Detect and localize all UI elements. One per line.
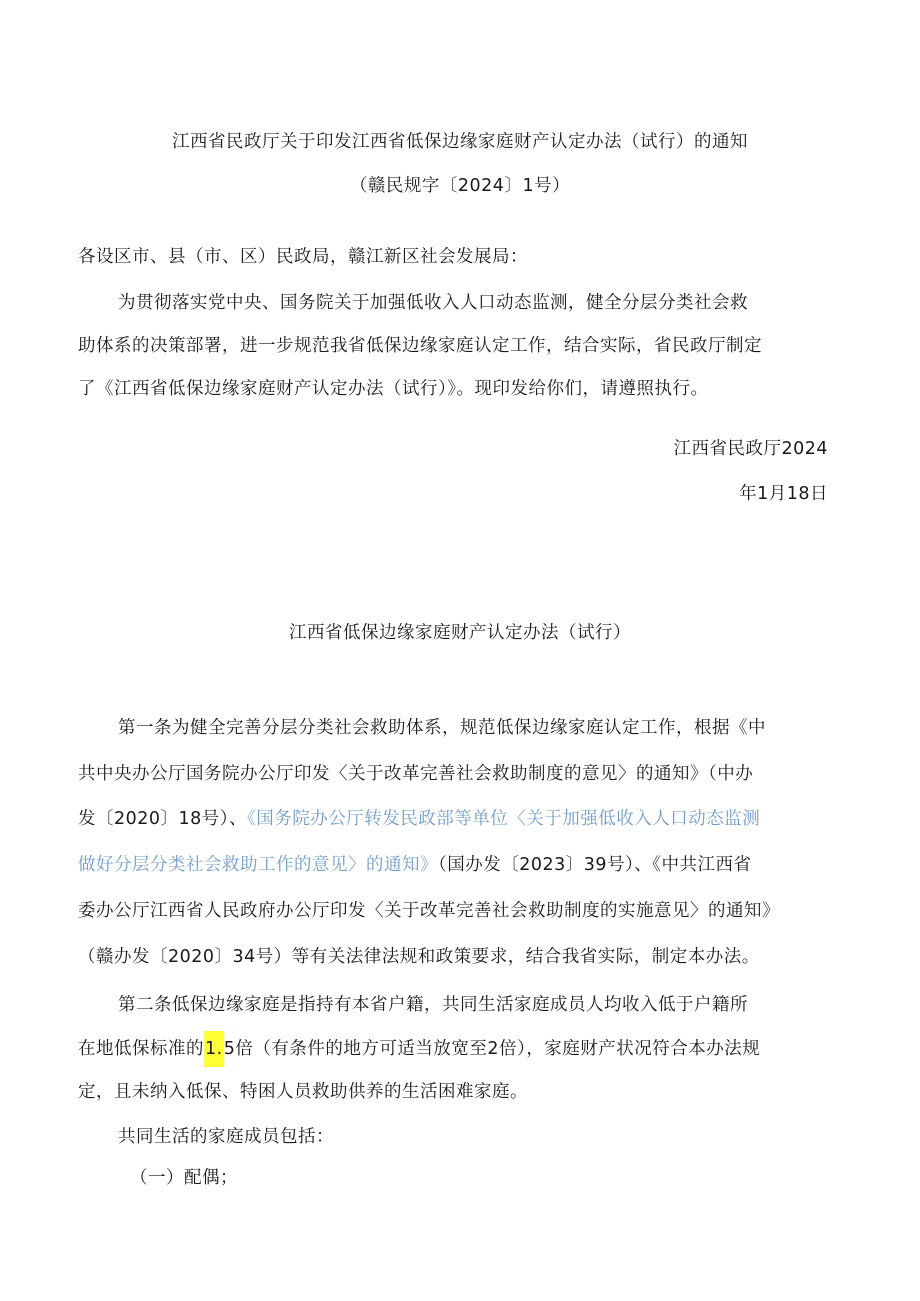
- article2-text: 在地低保标准的: [78, 1039, 204, 1059]
- highlighted-text: 1.: [204, 1031, 224, 1067]
- notice-body-line: 助体系的决策部署，进一步规范我省低保边缘家庭认定工作，结合实际，省民政厅制定: [78, 336, 762, 356]
- article1-line: 共中央办公厅国务院办公厅印发〈关于改革完善社会救助制度的意见〉的通知》（中办: [78, 764, 754, 784]
- article1-line: （赣办发〔2020〕34号）等有关法律法规和政策要求，结合我省实际，制定本办法。: [78, 947, 760, 967]
- notice-date: 年1月18日: [739, 484, 828, 504]
- member-item: （一）配偶；: [130, 1168, 238, 1188]
- article1-line: 第一条为健全完善分层分类社会救助体系，规范低保边缘家庭认定工作，根据《中: [118, 718, 766, 738]
- notice-signature: 江西省民政厅2024: [673, 439, 828, 459]
- notice-doc-number: （赣民规字〔2024〕1号）: [349, 176, 571, 196]
- members-intro: 共同生活的家庭成员包括：: [118, 1127, 334, 1147]
- notice-title: 江西省民政厅关于印发江西省低保边缘家庭财产认定办法（试行）的通知: [172, 132, 748, 152]
- article2-text: 5倍（有条件的地方可适当放宽至2倍），家庭财产状况符合本办法规: [223, 1039, 761, 1059]
- article1-text: 发〔2020〕18号）、: [78, 809, 248, 829]
- policy-link[interactable]: 做好分层分类社会救助工作的意见〉的通知》: [78, 855, 438, 875]
- notice-body-line: 了《江西省低保边缘家庭财产认定办法（试行）》。现印发给你们，请遵照执行。: [78, 379, 709, 399]
- notice-addressee: 各设区市、县（市、区）民政局，赣江新区社会发展局：: [78, 247, 528, 267]
- article2-line: 第二条低保边缘家庭是指持有本省户籍，共同生活家庭成员人均收入低于户籍所: [118, 995, 748, 1015]
- article1-line: [78, 807, 760, 831]
- measures-title: 江西省低保边缘家庭财产认定办法（试行）: [289, 623, 631, 643]
- article2-line: 定，且未纳入低保、特困人员救助供养的生活困难家庭。: [78, 1082, 528, 1102]
- policy-link[interactable]: 《国务院办公厅转发民政部等单位〈关于加强低收入人口动态监测: [247, 809, 761, 829]
- article2-line: [78, 1037, 760, 1061]
- article1-line: [78, 853, 752, 877]
- article1-line: 委办公厅江西省人民政府办公厅印发〈关于改革完善社会救助制度的实施意见〉的通知》: [78, 901, 780, 921]
- article1-text: （国办发〔2023〕39号）、《中共江西省: [438, 855, 752, 875]
- notice-body-line: 为贯彻落实党中央、国务院关于加强低收入人口动态监测，健全分层分类社会救: [118, 293, 748, 313]
